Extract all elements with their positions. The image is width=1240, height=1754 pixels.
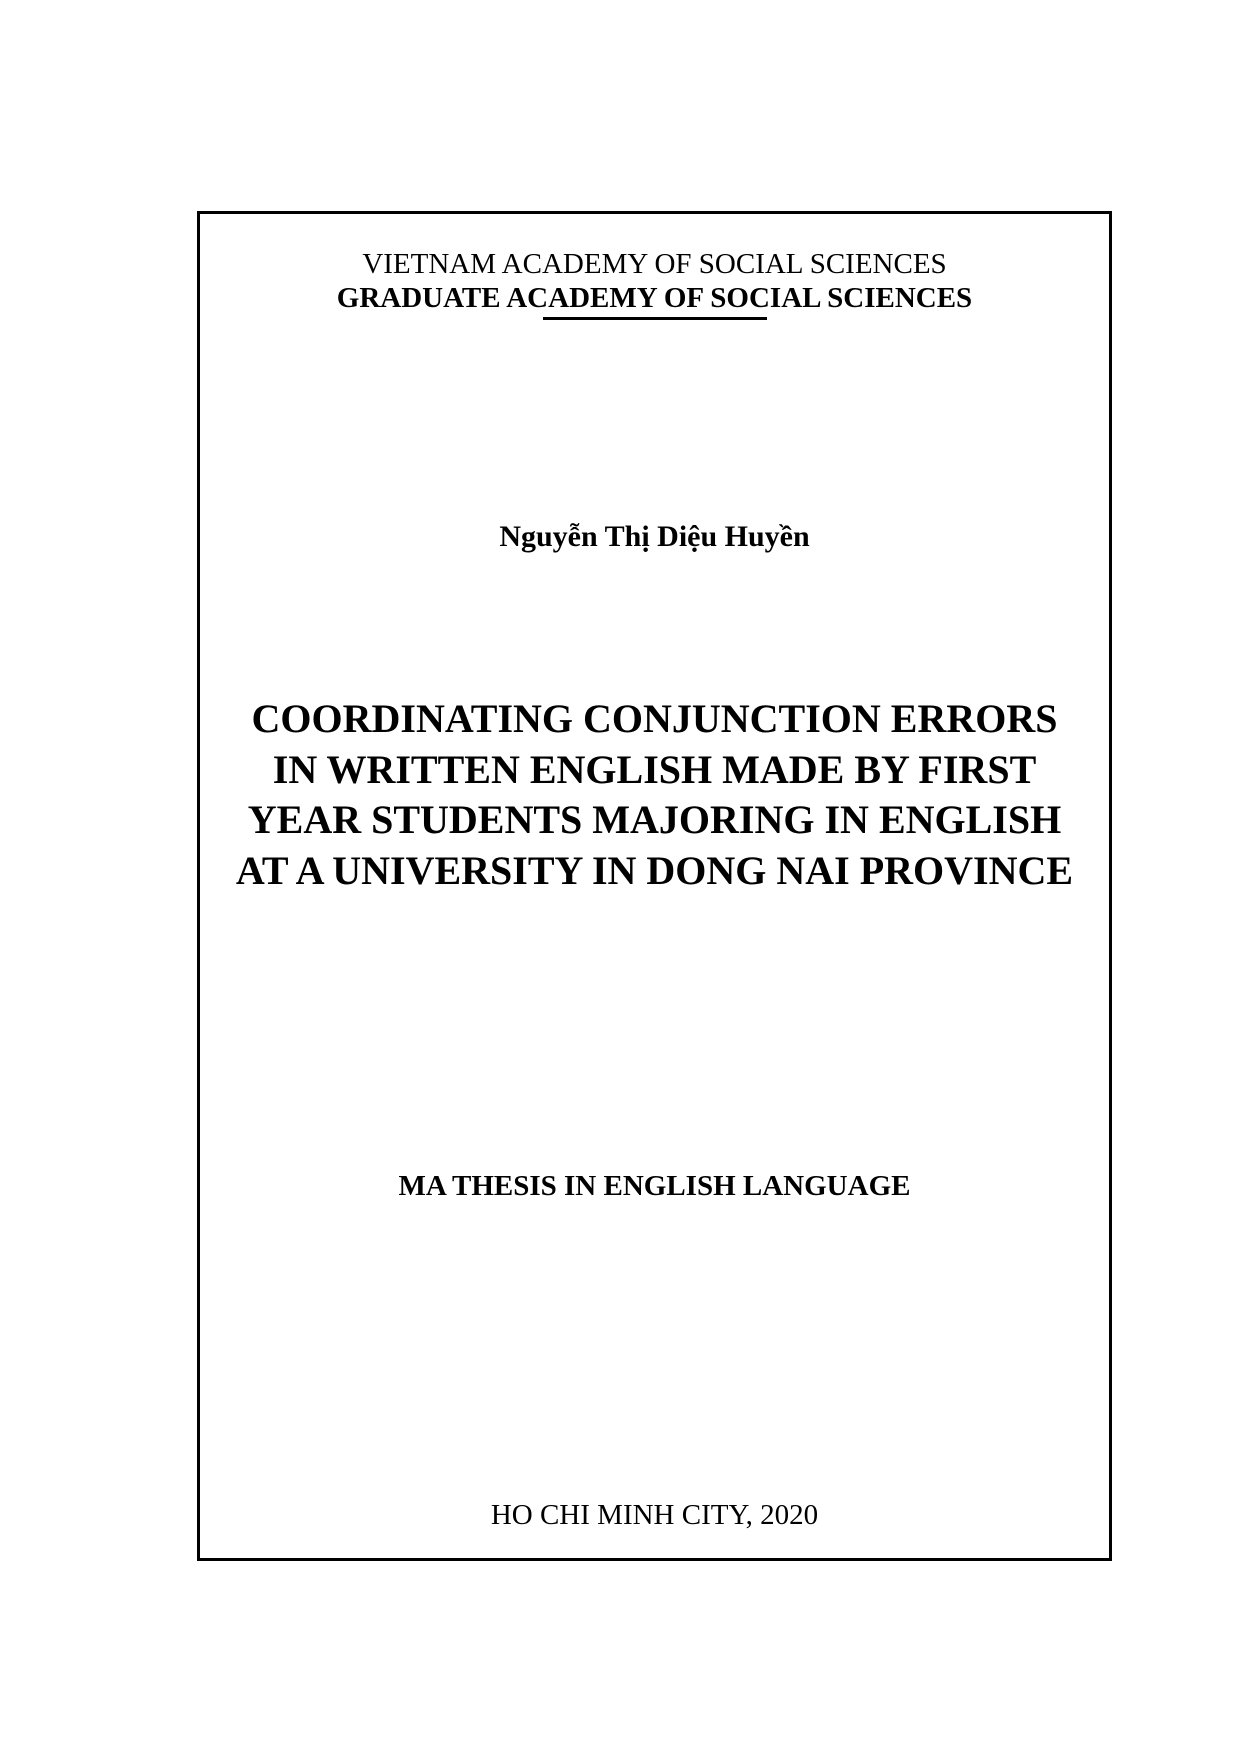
thesis-title-line-1: COORDINATING CONJUNCTION ERRORS: [251, 696, 1058, 741]
graduate-academy-name: GRADUATE ACADEMY OF SOCIAL SCIENCES: [336, 282, 973, 314]
header-underline-divider: [543, 317, 767, 320]
thesis-title-line-4: AT A UNIVERSITY IN DONG NAI PROVINCE: [235, 847, 1074, 893]
thesis-title-line-2: IN WRITTEN ENGLISH MADE BY FIRST: [272, 746, 1037, 792]
academy-name: VIETNAM ACADEMY OF SOCIAL SCIENCES: [362, 248, 947, 280]
thesis-title: [200, 694, 1109, 896]
place-and-year: HO CHI MINH CITY, 2020: [490, 1499, 819, 1531]
cover-page-border: [197, 211, 1112, 1561]
thesis-title-line-3: YEAR STUDENTS MAJORING IN ENGLISH: [247, 797, 1062, 842]
author-name: Nguyễn Thị Diệu Huyền: [499, 520, 810, 553]
degree-label: MA THESIS IN ENGLISH LANGUAGE: [398, 1170, 911, 1202]
